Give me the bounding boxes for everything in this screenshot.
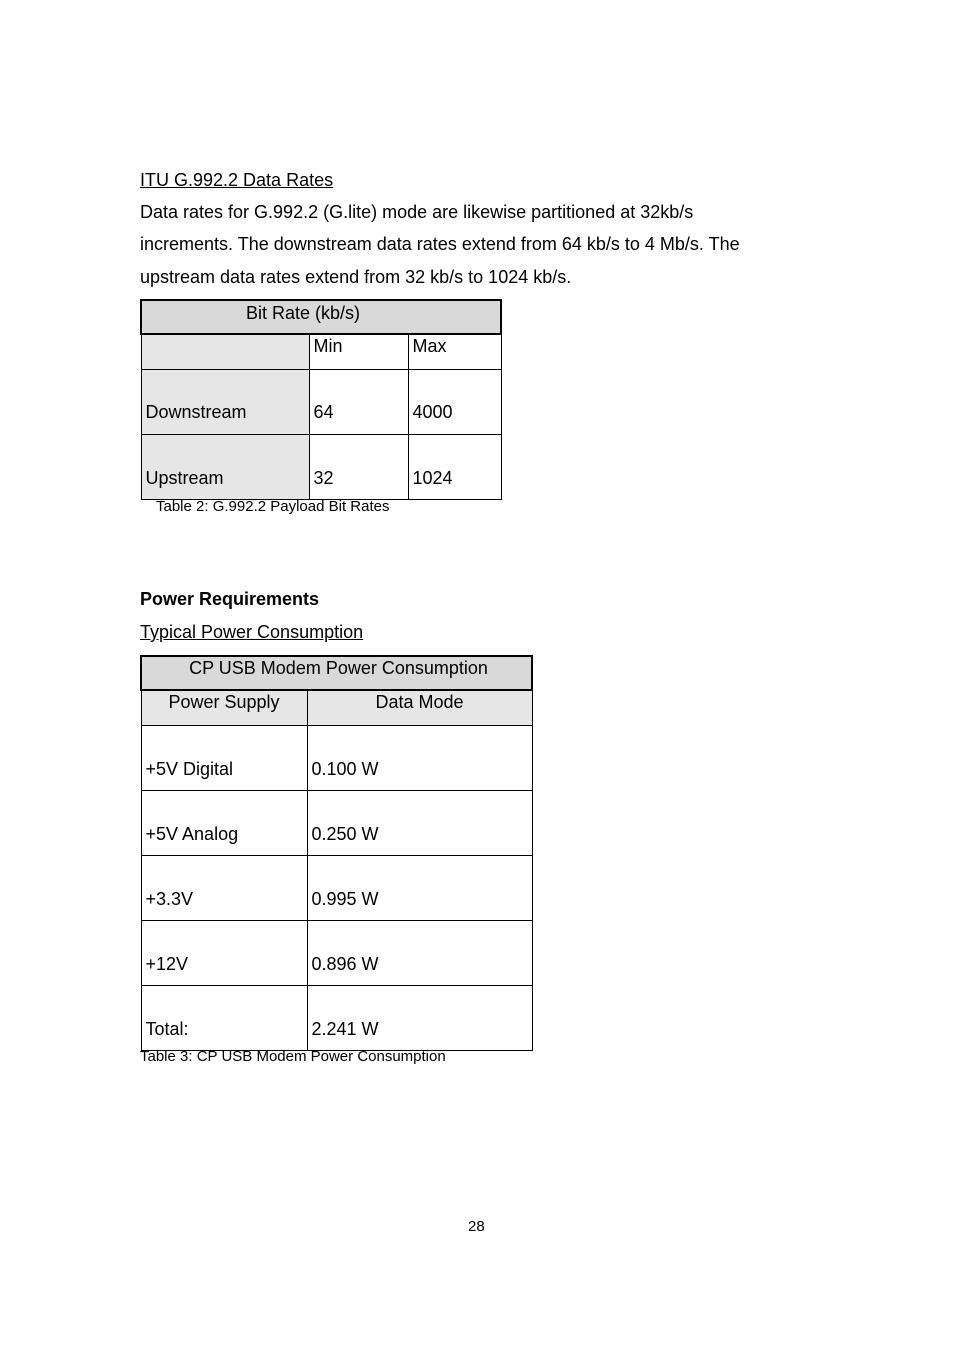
table-row bbox=[141, 790, 532, 855]
table-row bbox=[141, 985, 532, 1050]
page-number: 28 bbox=[468, 1218, 485, 1235]
table-row bbox=[141, 434, 501, 499]
row-label: Downstream bbox=[141, 369, 309, 434]
cell-value: 0.100 W bbox=[307, 725, 532, 790]
cell-max: 4000 bbox=[408, 369, 501, 434]
cell-max: 1024 bbox=[408, 434, 501, 499]
paragraph-line-2: increments. The downstream data rates extend from 64 kb/s to 4 Mb/s. The bbox=[140, 234, 740, 254]
paragraph-line-1: Data rates for G.992.2 (G.lite) mode are likewise partitioned at 32kb/s bbox=[140, 202, 694, 222]
table-caption: Table 3: CP USB Modem Power Consumption bbox=[140, 1048, 446, 1065]
cell-supply: +12V bbox=[141, 920, 307, 985]
column-header-max: Max bbox=[408, 334, 501, 369]
table-row bbox=[141, 855, 532, 920]
table-row bbox=[141, 920, 532, 985]
cell-min: 32 bbox=[309, 434, 408, 499]
paragraph-line-3: upstream data rates extend from 32 kb/s to 1024 kb/s. bbox=[140, 267, 572, 287]
cell-value: 0.250 W bbox=[307, 790, 532, 855]
column-header-power-supply: Power Supply bbox=[141, 690, 307, 725]
cell-min: 64 bbox=[309, 369, 408, 434]
row-label: Upstream bbox=[141, 434, 309, 499]
cell-value: 2.241 W bbox=[307, 985, 532, 1050]
section-heading-data-rates: ITU G.992.2 Data Rates bbox=[140, 170, 334, 190]
cell-value: 0.896 W bbox=[307, 920, 532, 985]
table-caption: Table 2: G.992.2 Payload Bit Rates bbox=[156, 498, 390, 515]
power-consumption-table bbox=[140, 655, 533, 1051]
table-title bbox=[141, 656, 532, 690]
table-row bbox=[141, 369, 501, 434]
subheading-power-consumption: Typical Power Consumption bbox=[140, 622, 364, 642]
cell-supply: Total: bbox=[141, 985, 307, 1050]
table-row bbox=[141, 725, 532, 790]
cell-supply: +5V Digital bbox=[141, 725, 307, 790]
table-title-text: Bit Rate (kb/s) bbox=[246, 302, 361, 323]
cell-supply: +3.3V bbox=[141, 855, 307, 920]
cell-supply: +5V Analog bbox=[141, 790, 307, 855]
table-title bbox=[141, 300, 501, 334]
column-header-empty bbox=[141, 334, 309, 369]
column-header-data-mode: Data Mode bbox=[307, 690, 532, 725]
column-header-min: Min bbox=[309, 334, 408, 369]
section-heading-power: Power Requirements bbox=[140, 589, 320, 609]
cell-value: 0.995 W bbox=[307, 855, 532, 920]
bit-rate-table bbox=[140, 299, 502, 500]
table-title-text: CP USB Modem Power Consumption bbox=[189, 657, 488, 678]
